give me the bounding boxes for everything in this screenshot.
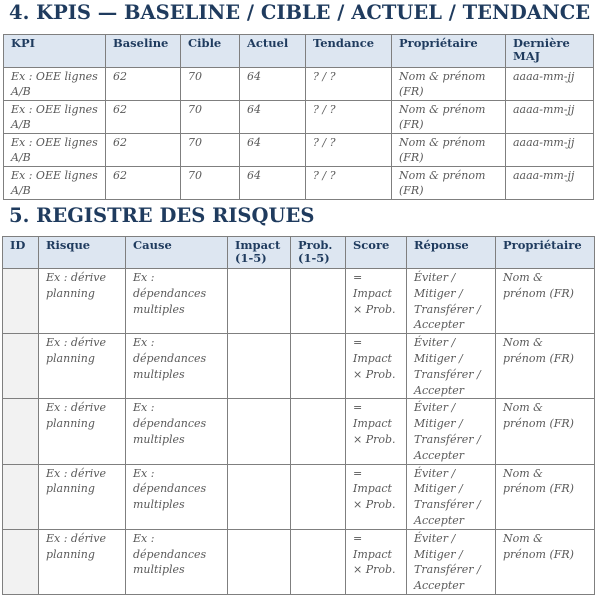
baseline-cell: 62 [106,101,181,134]
reponse-cell: Éviter / Mitiger / Transférer / Accepter [407,464,496,529]
risk-register-table [2,236,595,595]
kpi-header-baseline: Baseline [106,35,181,68]
cause-cell: Ex : dépendances multiples [126,399,228,464]
risk-header-reponse: Réponse [407,237,496,269]
proprietaire-cell: Nom & prénom (FR) [496,529,595,594]
tendance-cell: ? / ? [306,101,392,134]
score-cell: = Impact × Prob. [346,269,407,334]
kpi-header-kpi: KPI [4,35,106,68]
cible-cell: 70 [181,167,240,200]
actuel-cell: 64 [240,167,306,200]
risque-cell: Ex : dérive planning [39,529,126,594]
risk-row [3,464,595,529]
kpi-section-heading: 4. KPIS — BASELINE / CIBLE / ACTUEL / TENDANCE [9,1,591,24]
risk-row [3,399,595,464]
proprietaire-cell: Nom & prénom (FR) [496,464,595,529]
risk-header-proprietaire: Propriétaire [496,237,595,269]
tendance-cell: ? / ? [306,134,392,167]
prob-cell [291,529,346,594]
cause-cell: Ex : dépendances multiples [126,464,228,529]
actuel-cell: 64 [240,134,306,167]
risk-header-prob: Prob. (1-5) [291,237,346,269]
prob-cell [291,334,346,399]
baseline-cell: 62 [106,167,181,200]
cause-cell: Ex : dépendances multiples [126,269,228,334]
prob-cell [291,269,346,334]
proprietaire-cell: Nom & prénom (FR) [392,167,506,200]
prob-cell [291,399,346,464]
risque-cell: Ex : dérive planning [39,334,126,399]
kpi-header-derniere-maj: Dernière MAJ [506,35,594,68]
risk-header-cause: Cause [126,237,228,269]
derniere-maj-cell: aaaa-mm-jj [506,167,594,200]
proprietaire-cell: Nom & prénom (FR) [392,101,506,134]
tendance-cell: ? / ? [306,68,392,101]
cible-cell: 70 [181,68,240,101]
kpi-row [4,134,594,167]
tendance-cell: ? / ? [306,167,392,200]
proprietaire-cell: Nom & prénom (FR) [392,68,506,101]
kpi-header-row [4,35,594,68]
risk-header-id: ID [3,237,39,269]
prob-cell [291,464,346,529]
reponse-cell: Éviter / Mitiger / Transférer / Accepter [407,269,496,334]
score-cell: = Impact × Prob. [346,399,407,464]
derniere-maj-cell: aaaa-mm-jj [506,101,594,134]
risk-row [3,529,595,594]
cible-cell: 70 [181,134,240,167]
cause-cell: Ex : dépendances multiples [126,529,228,594]
risk-row [3,334,595,399]
reponse-cell: Éviter / Mitiger / Transférer / Accepter [407,399,496,464]
risk-id-cell [3,334,39,399]
baseline-cell: 62 [106,68,181,101]
impact-cell [228,399,291,464]
reponse-cell: Éviter / Mitiger / Transférer / Accepter [407,334,496,399]
score-cell: = Impact × Prob. [346,529,407,594]
kpi-header-tendance: Tendance [306,35,392,68]
kpi-row [4,101,594,134]
baseline-cell: 62 [106,134,181,167]
risque-cell: Ex : dérive planning [39,464,126,529]
kpi-row [4,68,594,101]
kpi-table [3,34,594,200]
kpi-name-cell: Ex : OEE lignes A/B [4,134,106,167]
risk-section-heading: 5. REGISTRE DES RISQUES [9,204,315,227]
impact-cell [228,464,291,529]
reponse-cell: Éviter / Mitiger / Transférer / Accepter [407,529,496,594]
risk-id-cell [3,464,39,529]
cible-cell: 70 [181,101,240,134]
kpi-name-cell: Ex : OEE lignes A/B [4,101,106,134]
risk-header-risque: Risque [39,237,126,269]
risk-header-score: Score [346,237,407,269]
risk-id-cell [3,269,39,334]
kpi-header-actuel: Actuel [240,35,306,68]
impact-cell [228,529,291,594]
risk-id-cell [3,529,39,594]
cause-cell: Ex : dépendances multiples [126,334,228,399]
proprietaire-cell: Nom & prénom (FR) [392,134,506,167]
risk-header-impact: Impact (1-5) [228,237,291,269]
risk-row [3,269,595,334]
actuel-cell: 64 [240,68,306,101]
score-cell: = Impact × Prob. [346,464,407,529]
risk-header-row [3,237,595,269]
risque-cell: Ex : dérive planning [39,399,126,464]
score-cell: = Impact × Prob. [346,334,407,399]
risque-cell: Ex : dérive planning [39,269,126,334]
impact-cell [228,334,291,399]
proprietaire-cell: Nom & prénom (FR) [496,399,595,464]
derniere-maj-cell: aaaa-mm-jj [506,68,594,101]
kpi-header-proprietaire: Propriétaire [392,35,506,68]
risk-id-cell [3,399,39,464]
impact-cell [228,269,291,334]
kpi-row [4,167,594,200]
actuel-cell: 64 [240,101,306,134]
kpi-name-cell: Ex : OEE lignes A/B [4,68,106,101]
derniere-maj-cell: aaaa-mm-jj [506,134,594,167]
kpi-name-cell: Ex : OEE lignes A/B [4,167,106,200]
proprietaire-cell: Nom & prénom (FR) [496,269,595,334]
kpi-header-cible: Cible [181,35,240,68]
proprietaire-cell: Nom & prénom (FR) [496,334,595,399]
